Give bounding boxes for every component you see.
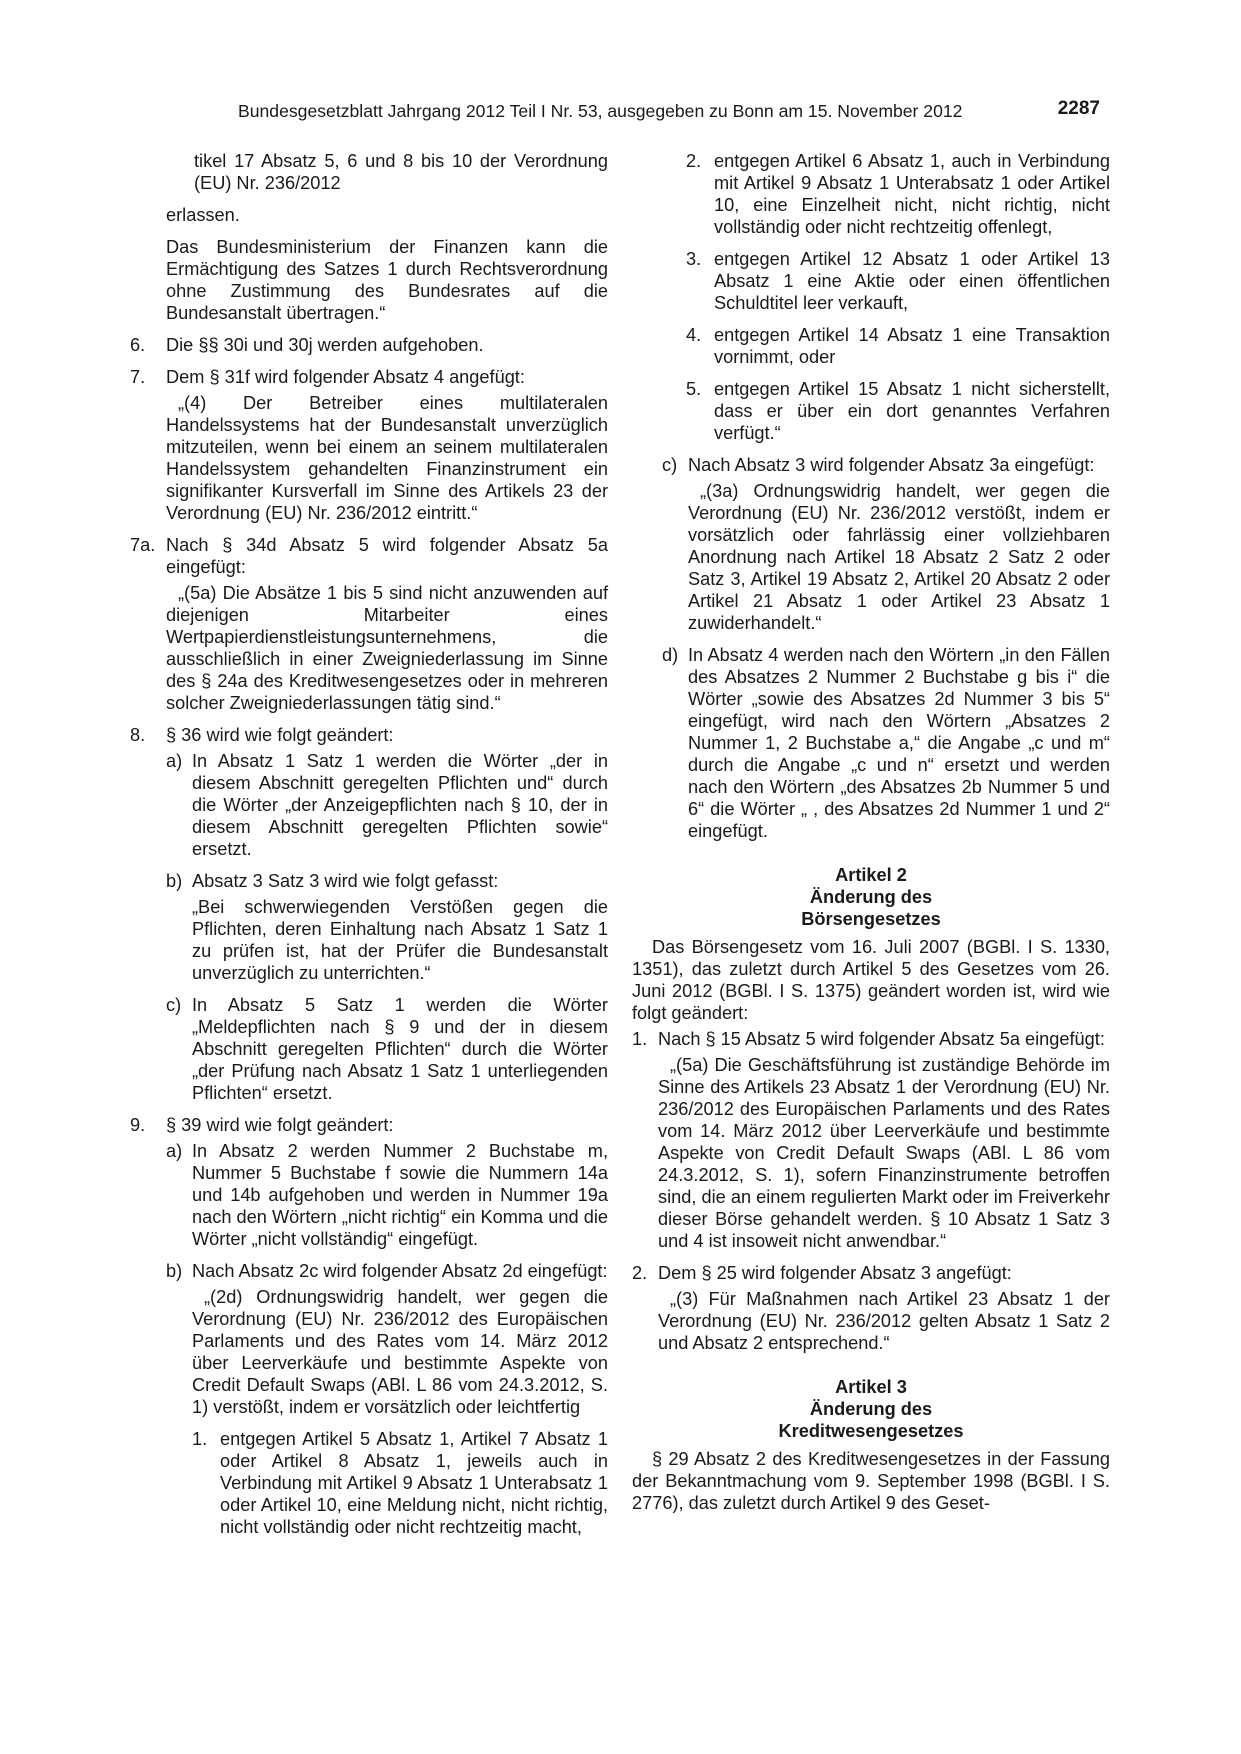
numbered-clause: [686, 378, 1110, 444]
sub-item: [166, 1260, 608, 1282]
right-column: [632, 150, 1110, 1524]
list-item: [632, 1262, 1110, 1284]
quoted-amendment: „(5a) Die Absätze 1 bis 5 sind nicht anzuwenden auf diejenigen Mitarbeiter eines Wertpapierdienstleistungsunternehmens, die ausschließlich in einer Zweigniederlassung im Sinne des § 24a des Kreditwesengesetzes oder in mehreren solcher Zweigniederlassungen tätig sind.“: [166, 583, 608, 713]
list-item: [632, 1028, 1110, 1050]
article-title: Änderung des: [809, 887, 933, 907]
list-item: [130, 534, 608, 578]
continued-text: tikel 17 Absatz 5, 6 und 8 bis 10 der Verordnung (EU) Nr. 236/2012: [194, 151, 608, 193]
sub-item-letter: a): [166, 1141, 183, 1161]
clause-text: entgegen Artikel 12 Absatz 1 oder Artikel 13 Absatz 1 eine Aktie oder einen öffentlichen Schuldtitel leer verkauft,: [714, 249, 1110, 313]
clause-number: 5.: [686, 379, 702, 399]
clause-number: 3.: [686, 249, 702, 269]
item-number: 6.: [130, 335, 146, 355]
running-title: Bundesgesetzblatt Jahrgang 2012 Teil I Nr. 53, ausgegeben zu Bonn am 15. November 2012: [238, 101, 963, 121]
item-text: § 36 wird wie folgt geändert:: [166, 725, 394, 745]
sub-item-letter: b): [166, 1261, 183, 1281]
clause-number: 2.: [686, 151, 702, 171]
sub-item-text: Nach Absatz 2c wird folgender Absatz 2d eingefügt:: [192, 1261, 608, 1281]
article-title: Kreditwesengesetzes: [778, 1421, 964, 1441]
continued-text: erlassen.: [166, 205, 240, 225]
item-number: 1.: [632, 1029, 648, 1049]
clause-text: entgegen Artikel 5 Absatz 1, Artikel 7 Absatz 1 oder Artikel 8 Absatz 1, jeweils auch in Verbindung mit Artikel 9 Absatz 1 Unterabsatz 1 oder Artikel 10, eine Meldung nicht, nicht richtig, nicht vollständig oder nicht rechtzeitig macht,: [220, 1429, 608, 1537]
item-text: Die §§ 30i und 30j werden aufgehoben.: [166, 335, 484, 355]
article-heading: Artikel 2: [835, 865, 907, 885]
sub-item-letter: b): [166, 871, 183, 891]
sub-item-text: In Absatz 1 Satz 1 werden die Wörter „der in diesem Abschnitt geregelten Pflichten und“ durch die Wörter „der Anzeigepflichten nach § 10, der in diesem Abschnitt geregelten Pflichten sowie“ ersetzt.: [192, 751, 608, 859]
sub-item-letter: c): [662, 455, 678, 475]
numbered-clause: [686, 150, 1110, 238]
item-text: Dem § 25 wird folgender Absatz 3 angefügt:: [658, 1263, 1012, 1283]
sub-item: [166, 1140, 608, 1250]
list-item: [130, 366, 608, 388]
sub-item-text: Nach Absatz 3 wird folgender Absatz 3a eingefügt:: [688, 455, 1095, 475]
quoted-amendment: „(3a) Ordnungswidrig handelt, wer gegen die Verordnung (EU) Nr. 236/2012 verstößt, indem er vorsätzlich oder fahrlässig einer vollziehbaren Anordnung nach Artikel 18 Absatz 2 Satz 2 oder Satz 3, Artikel 19 Absatz 2, Artikel 20 Absatz 2 oder Artikel 21 Absatz 1 oder Artikel 23 Absatz 1 zuwiderhandelt.“: [688, 481, 1110, 633]
sub-item-letter: c): [166, 995, 182, 1015]
sub-item-text: In Absatz 5 Satz 1 werden die Wörter „Meldepflichten nach § 9 und der in diesem Abschnitt geregelten Pflichten“ durch die Wörter „der Prüfung nach Absatz 1 Satz 1 unterliegenden Pflichten“ ersetzt.: [192, 995, 608, 1103]
numbered-clause: [192, 1428, 608, 1538]
left-column: [130, 150, 608, 1548]
sub-item-text: Absatz 3 Satz 3 wird wie folgt gefasst:: [192, 871, 499, 891]
list-item: [130, 1114, 608, 1136]
article-heading: Artikel 3: [835, 1377, 907, 1397]
sub-item: [166, 870, 608, 892]
sub-item-text: In Absatz 4 werden nach den Wörtern „in den Fällen des Absatzes 2 Nummer 2 Buchstabe g bis i“ die Wörter „sowie des Absatzes 2d Nummer 3 bis 5“ eingefügt, wird nach den Wörtern „Absatzes 2 Nummer 1, 2 Buchstabe a,“ die Angabe „c und m“ durch die Angabe „c und n“ ersetzt und werden nach den Wörtern „des Absatzes 2b Nummer 5 und 6“ die Wörter „ , des Absatzes 2d Nummer 1 und 2“ eingefügt.: [688, 645, 1110, 841]
sub-item: [662, 644, 1110, 842]
sub-item: [166, 750, 608, 860]
sub-item: [662, 454, 1110, 476]
item-number: 8.: [130, 725, 146, 745]
item-text: Nach § 15 Absatz 5 wird folgender Absatz 5a eingefügt:: [658, 1029, 1105, 1049]
list-item: [130, 724, 608, 746]
sub-item: [166, 994, 608, 1104]
article-intro: § 29 Absatz 2 des Kreditwesengesetzes in der Fassung der Bekanntmachung vom 9. September 1998 (BGBl. I S. 2776), das zuletzt durch Artikel 9 des Geset-: [632, 1449, 1110, 1513]
clause-number: 4.: [686, 325, 702, 345]
sub-item-letter: d): [662, 645, 679, 665]
article-intro: Das Börsengesetz vom 16. Juli 2007 (BGBl. I S. 1330, 1351), das zuletzt durch Artikel 5 des Gesetzes vom 26. Juni 2012 (BGBl. I S. 1375) geändert worden ist, wird wie folgt geändert:: [632, 937, 1110, 1023]
item-text: Dem § 31f wird folgender Absatz 4 angefügt:: [166, 367, 525, 387]
item-number: 9.: [130, 1115, 146, 1135]
quoted-amendment: „(3) Für Maßnahmen nach Artikel 23 Absatz 1 der Verordnung (EU) Nr. 236/2012 gelten Absatz 1 Satz 2 und Absatz 2 entsprechend.“: [658, 1289, 1110, 1353]
list-item: [130, 334, 608, 356]
numbered-clause: [686, 324, 1110, 368]
page-number: 2287: [1057, 98, 1100, 119]
clause-number: 1.: [192, 1429, 208, 1449]
quoted-amendment: „(2d) Ordnungswidrig handelt, wer gegen die Verordnung (EU) Nr. 236/2012 des Europäischen Parlaments und des Rates vom 14. März 2012 über Leerverkäufe und bestimmte Aspekte von Credit Default Swaps (ABl. L 86 vom 24.3.2012, S. 1) verstößt, indem er vorsätzlich oder leichtfertig: [192, 1287, 608, 1417]
clause-text: entgegen Artikel 15 Absatz 1 nicht sicherstellt, dass er über ein dort genanntes Verfahren verfügt.“: [714, 379, 1110, 443]
quoted-amendment: „(5a) Die Geschäftsführung ist zuständige Behörde im Sinne des Artikels 23 Absatz 1 der Verordnung (EU) Nr. 236/2012 des Europäischen Parlaments und des Rates vom 14. März 2012 über Leerverkäufe und bestimmte Aspekte von Credit Default Swaps (ABl. L 86 vom 24.3.2012, S. 1), sofern Finanzinstrumente betroffen sind, die an einem regulierten Markt oder im Freiverkehr dieser Börse gehandelt werden. § 10 Absatz 1 Satz 3 und 4 ist insoweit nicht anwendbar.“: [658, 1055, 1110, 1251]
item-number: 7.: [130, 367, 146, 387]
clause-text: entgegen Artikel 6 Absatz 1, auch in Verbindung mit Artikel 9 Absatz 1 Unterabsatz 1 oder Artikel 10, eine Einzelheit nicht, nicht richtig, nicht vollständig oder nicht rechtzeitig offenlegt,: [714, 151, 1110, 237]
clause-text: entgegen Artikel 14 Absatz 1 eine Transaktion vornimmt, oder: [714, 325, 1110, 367]
continued-paragraph: Das Bundesministerium der Finanzen kann die Ermächtigung des Satzes 1 durch Rechtsverordnung ohne Zustimmung des Bundesrates auf die Bundesanstalt übertragen.“: [166, 237, 608, 323]
item-text: § 39 wird wie folgt geändert:: [166, 1115, 394, 1135]
article-title: Änderung des: [809, 1399, 933, 1419]
sub-item-letter: a): [166, 751, 183, 771]
item-number: 2.: [632, 1263, 648, 1283]
quoted-amendment: „Bei schwerwiegenden Verstößen gegen die Pflichten, deren Einhaltung nach Absatz 1 Satz 1 zu prüfen ist, hat der Prüfer die Bundesanstalt unverzüglich zu unterrichten.“: [192, 897, 608, 983]
article-title: Börsengesetzes: [801, 909, 941, 929]
item-text: Nach § 34d Absatz 5 wird folgender Absatz 5a eingefügt:: [166, 535, 608, 577]
numbered-clause: [686, 248, 1110, 314]
item-number: 7a.: [130, 535, 156, 555]
quoted-amendment: „(4) Der Betreiber eines multilateralen Handelssystems hat der Bundesanstalt unverzüglich mitzuteilen, wenn bei einem an seinem multilateralen Handelssystem gehandelten Finanzinstrument ein signifikanter Kursverfall im Sinne des Artikels 23 der Verordnung (EU) Nr. 236/2012 eintritt.“: [166, 393, 608, 523]
sub-item-text: In Absatz 2 werden Nummer 2 Buchstabe m, Nummer 5 Buchstabe f sowie die Nummern 14a und 14b aufgehoben und werden in Nummer 19a nach den Wörtern „nicht richtig“ ein Komma und die Wörter „nicht vollständig“ eingefügt.: [192, 1141, 608, 1249]
